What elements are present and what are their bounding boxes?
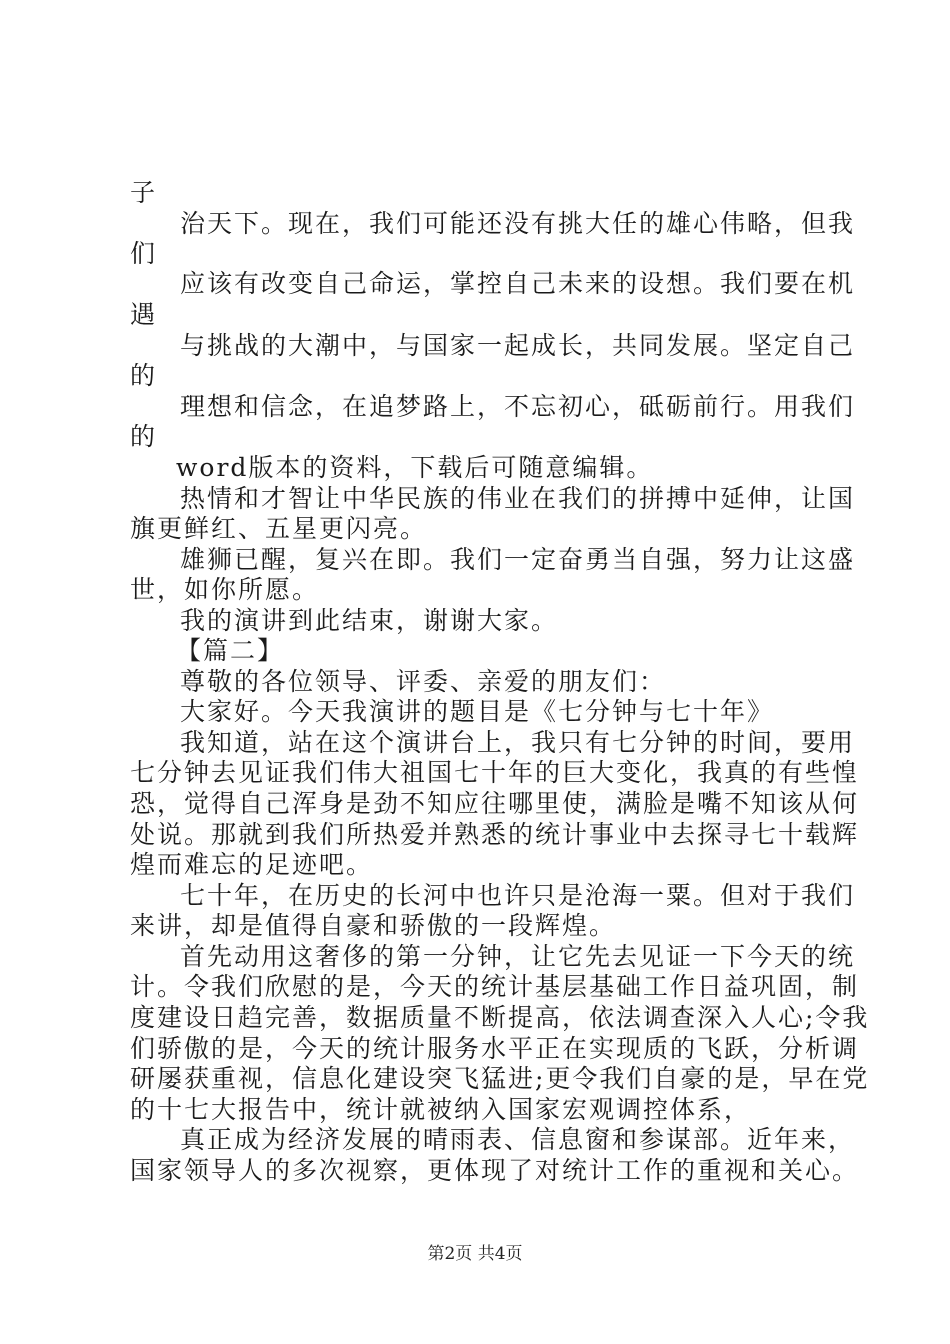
text-line: 煌而难忘的足迹吧。 [130, 850, 374, 879]
page-number-footer: 第2页 共4页 [427, 1244, 523, 1264]
text-line: 遇 [130, 300, 158, 329]
text-line: 热情和才智让中华民族的伟业在我们的拼搏中延伸，让国 [180, 484, 856, 513]
text-line: 与挑战的大潮中，与国家一起成长，共同发展。坚定自己 [180, 331, 856, 360]
text-line: 们 [130, 239, 158, 268]
text-line: 旗更鲜红、五星更闪亮。 [130, 514, 428, 543]
text-line: 们骄傲的是，今天的统计服务水平正在实现质的飞跃，分析调 [130, 1034, 860, 1063]
text-line: word版本的资料，下载后可随意编辑。 [176, 453, 654, 482]
text-line: 首先动用这奢侈的第一分钟，让它先去见证一下今天的统 [180, 942, 856, 971]
section-heading: 【篇二】 [176, 636, 285, 665]
text-line: 的 [130, 361, 158, 390]
text-line: 度建设日趋完善，数据质量不断提高，依法调查深入人心;令我 [130, 1003, 870, 1032]
text-line: 雄狮已醒，复兴在即。我们一定奋勇当自强，努力让这盛 [180, 545, 856, 574]
text-line: 理想和信念，在追梦路上，不忘初心，砥砺前行。用我们 [180, 392, 856, 421]
text-line: 计。令我们欣慰的是，今天的统计基层基础工作日益巩固，制 [130, 972, 860, 1001]
text-line: 处说。那就到我们所热爱并熟悉的统计事业中去探寻七十载辉 [130, 820, 860, 849]
text-line: 真正成为经济发展的晴雨表、信息窗和参谋部。近年来， [180, 1125, 856, 1154]
text-line: 大家好。今天我演讲的题目是《七分钟与七十年》 [180, 697, 775, 726]
text-line: 我的演讲到此结束，谢谢大家。 [180, 606, 559, 635]
text-line: 来讲，却是值得自豪和骄傲的一段辉煌。 [130, 911, 617, 940]
text-line: 的十七大报告中，统计就被纳入国家宏观调控体系， [130, 1095, 752, 1124]
text-line: 治天下。现在，我们可能还没有挑大任的雄心伟略，但我 [180, 209, 856, 238]
text-line: 研屡获重视，信息化建设突飞猛进;更令我们自豪的是，早在党 [130, 1064, 870, 1093]
text-line: 的 [130, 422, 158, 451]
text-line: 子 [130, 178, 158, 207]
text-line: 恐，觉得自己浑身是劲不知应往哪里使，满脸是嘴不知该从何 [130, 789, 860, 818]
text-line: 尊敬的各位领导、评委、亲爱的朋友们： [180, 667, 667, 696]
text-line: 我知道，站在这个演讲台上，我只有七分钟的时间，要用 [180, 728, 856, 757]
text-line: 国家领导人的多次视察，更体现了对统计工作的重视和关心。 [130, 1156, 860, 1185]
text-line: 应该有改变自己命运，掌控自己未来的设想。我们要在机 [180, 269, 856, 298]
text-line: 七分钟去见证我们伟大祖国七十年的巨大变化，我真的有些惶 [130, 758, 860, 787]
text-line: 七十年，在历史的长河中也许只是沧海一粟。但对于我们 [180, 881, 856, 910]
text-line: 世，如你所愿。 [130, 575, 320, 604]
